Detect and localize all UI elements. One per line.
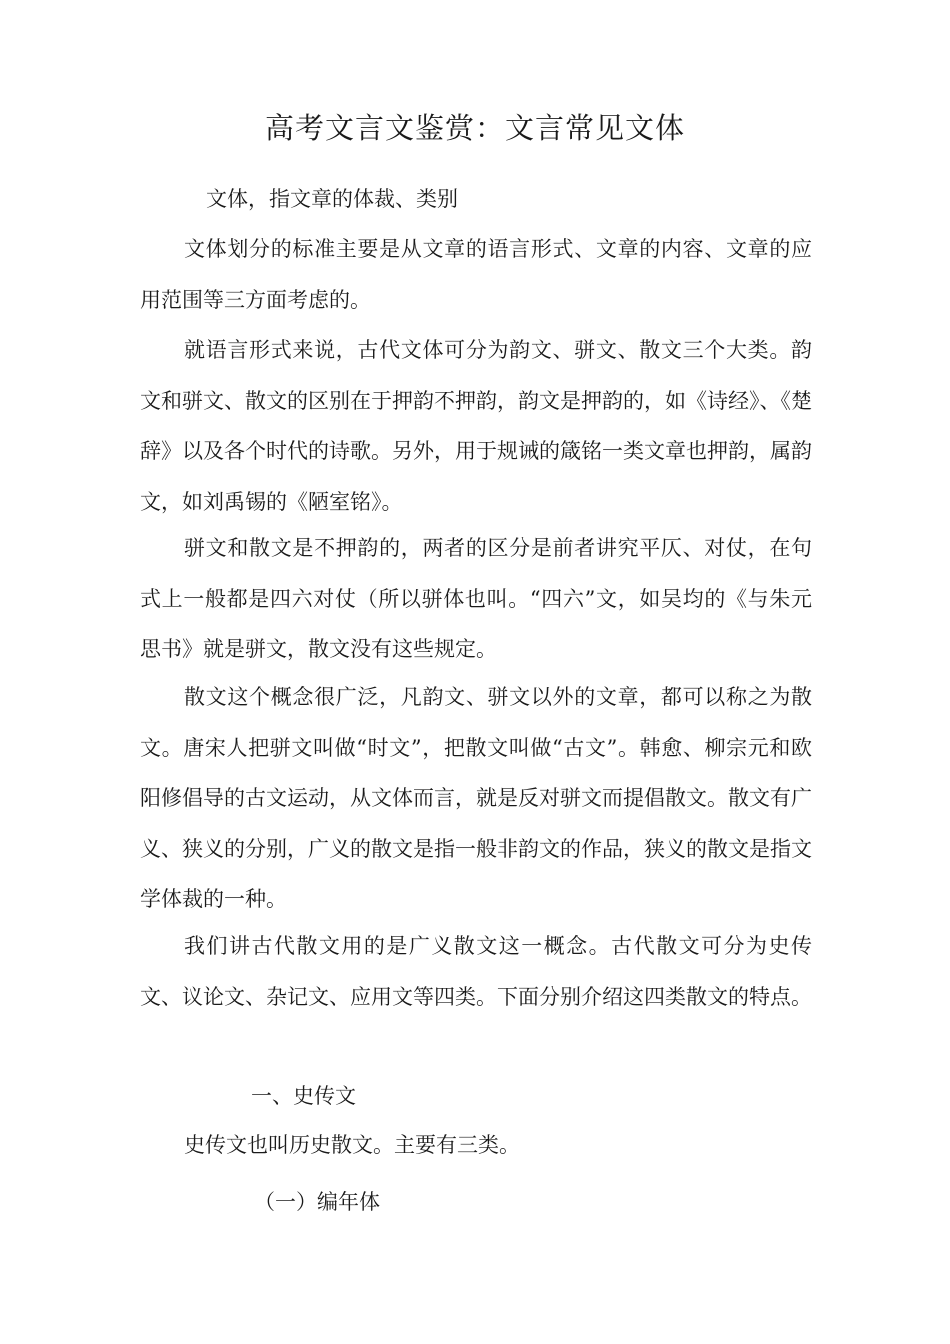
- document-title: 高考文言文鉴赏：文言常见文体: [264, 111, 685, 145]
- section-heading: 一、史传文: [251, 1084, 356, 1108]
- definition-line: 文体，指文章的体裁、类别: [206, 187, 458, 211]
- paragraph-1: 文体划分的标准主要是从文章的语言形式、文章的内容、文章的应用范围等三方面考虑的。: [140, 237, 812, 312]
- paragraph-3: 骈文和散文是不押韵的，两者的区分是前者讲究平仄、对仗，在句式上一般都是四六对仗（所以骈体也叫。“四六”文，如吴均的《与朱元思书》就是骈文，散文没有这些规定。: [140, 536, 812, 661]
- subsection-heading: （一）编年体: [254, 1190, 380, 1214]
- paragraph-5: 我们讲古代散文用的是广义散文这一概念。古代散文可分为史传文、议论文、杂记文、应用文等四类。下面分别介绍这四类散文的特点。: [140, 934, 812, 1009]
- paragraph-4: 散文这个概念很广泛，凡韵文、骈文以外的文章，都可以称之为散文。唐宋人把骈文叫做“时文”，把散文叫做“古文”。韩愈、柳宗元和欧阳修倡导的古文运动，从文体而言，就是反对骈文而提倡散文。散文有广义、狭义的分别，广义的散文是指一般非韵文的作品，狭义的散文是指文学体裁的一种。: [140, 685, 812, 911]
- section-intro: 史传文也叫历史散文。主要有三类。: [184, 1133, 520, 1157]
- paragraph-2: 就语言形式来说，古代文体可分为韵文、骈文、散文三个大类。韵文和骈文、散文的区别在于押韵不押韵，韵文是押韵的，如《诗经》、《楚辞》以及各个时代的诗歌。另外，用于规诫的箴铭一类文章也押韵，属韵文，如刘禹锡的《陋室铭》。: [140, 338, 812, 514]
